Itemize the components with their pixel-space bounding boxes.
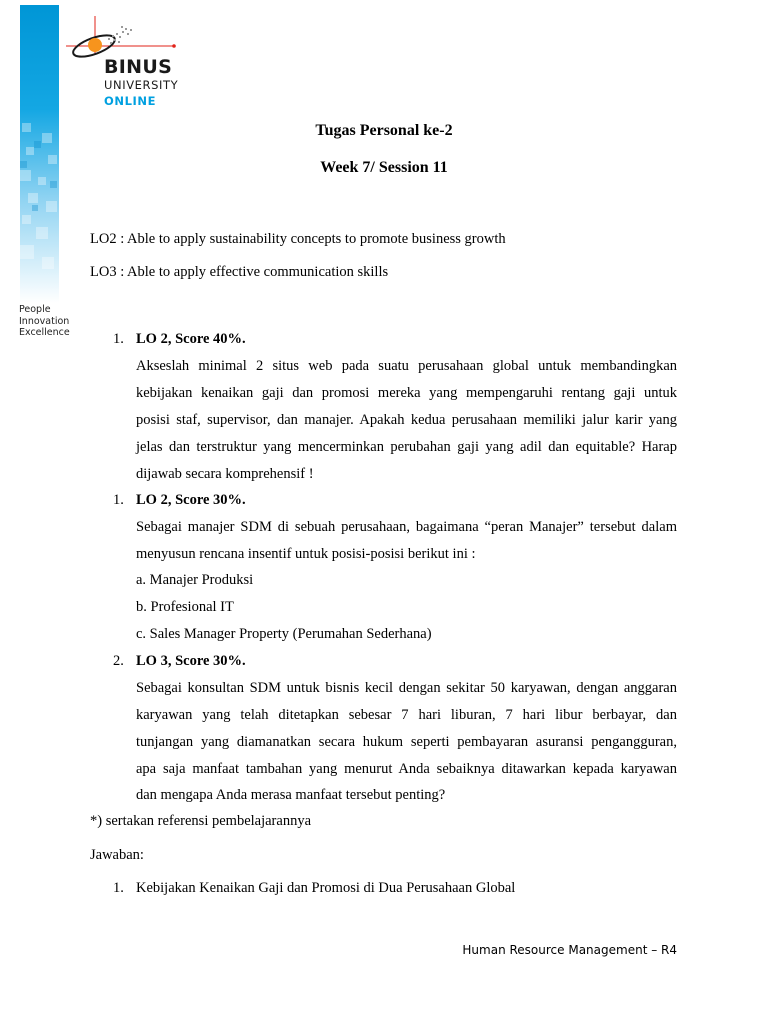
page-footer: Human Resource Management – R4 [462,943,677,957]
question-number: 1. [113,492,124,508]
page-title: Tugas Personal ke-2 [315,122,453,139]
learning-objective: LO3 : Able to apply effective communication skills [90,264,389,280]
question-option: a. Manajer Produksi [136,572,254,588]
question-text-line: apa saja manfaat tambahan yang menurut Anda sebaiknya ditawarkan kepada karyawan [136,761,677,777]
reference-note: *) sertakan referensi pembelajarannya [90,813,312,829]
question-text-line: posisi staf, supervisor, dan manajer. Apakah kedua perusahaan memiliki jalur karir yang [136,412,677,428]
question-option: c. Sales Manager Property (Perumahan Sederhana) [136,626,432,642]
tagline-line: Excellence [19,327,70,338]
question-text-line: menyusun rencana insentif untuk posisi-posisi berikut ini : [136,546,476,562]
question-text-line: tunjangan yang diamanatkan secara hukum seperti pembayaran asuransi pengangguran, [136,734,677,750]
question-text-line: Sebagai manajer SDM di sebuah perusahaan, bagaimana “peran Manajer” tersebut dalam [136,519,677,535]
question-text-line: karyawan yang telah ditetapkan sebesar 7 hari liburan, 7 hari libur berbayar, dan [136,707,677,723]
answer-label: Jawaban: [90,847,144,863]
page-subtitle: Week 7/ Session 11 [320,159,448,176]
question-text-line: dan mengapa Anda merasa manfaat tersebut penting? [136,787,446,803]
brand-subname: UNIVERSITY [104,78,179,92]
question-heading: LO 2, Score 30%. [136,492,246,508]
answer-number: 1. [113,880,124,896]
brand-tagline [19,304,99,339]
answer-item: Kebijakan Kenaikan Gaji dan Promosi di Dua Perusahaan Global [136,880,516,896]
decorative-side-strip [20,5,59,303]
brand-online: ONLINE [104,94,157,108]
question-number: 2. [113,653,124,669]
learning-objective: LO2 : Able to apply sustainability concepts to promote business growth [90,231,506,247]
question-text-line: kebijakan kenaikan gaji dan promosi mereka yang mempengaruhi rentang gaji untuk [136,385,677,401]
question-number: 1. [113,331,124,347]
question-heading: LO 2, Score 40%. [136,331,246,347]
question-heading: LO 3, Score 30%. [136,653,246,669]
question-text-line: dijawab secara komprehensif ! [136,466,314,482]
question-text-line: Akseslah minimal 2 situs web pada suatu perusahaan global untuk membandingkan [136,358,677,374]
tagline-line: People [19,304,51,315]
question-option: b. Profesional IT [136,599,234,615]
question-text-line: Sebagai konsultan SDM untuk bisnis kecil dengan sekitar 50 karyawan, dengan anggaran [136,680,677,696]
question-text-line: jelas dan terstruktur yang mencerminkan perubahan gaji yang adil dan equitable? Harap [136,439,677,455]
brand-name: BINUS [104,56,173,78]
tagline-line: Innovation [19,315,70,327]
